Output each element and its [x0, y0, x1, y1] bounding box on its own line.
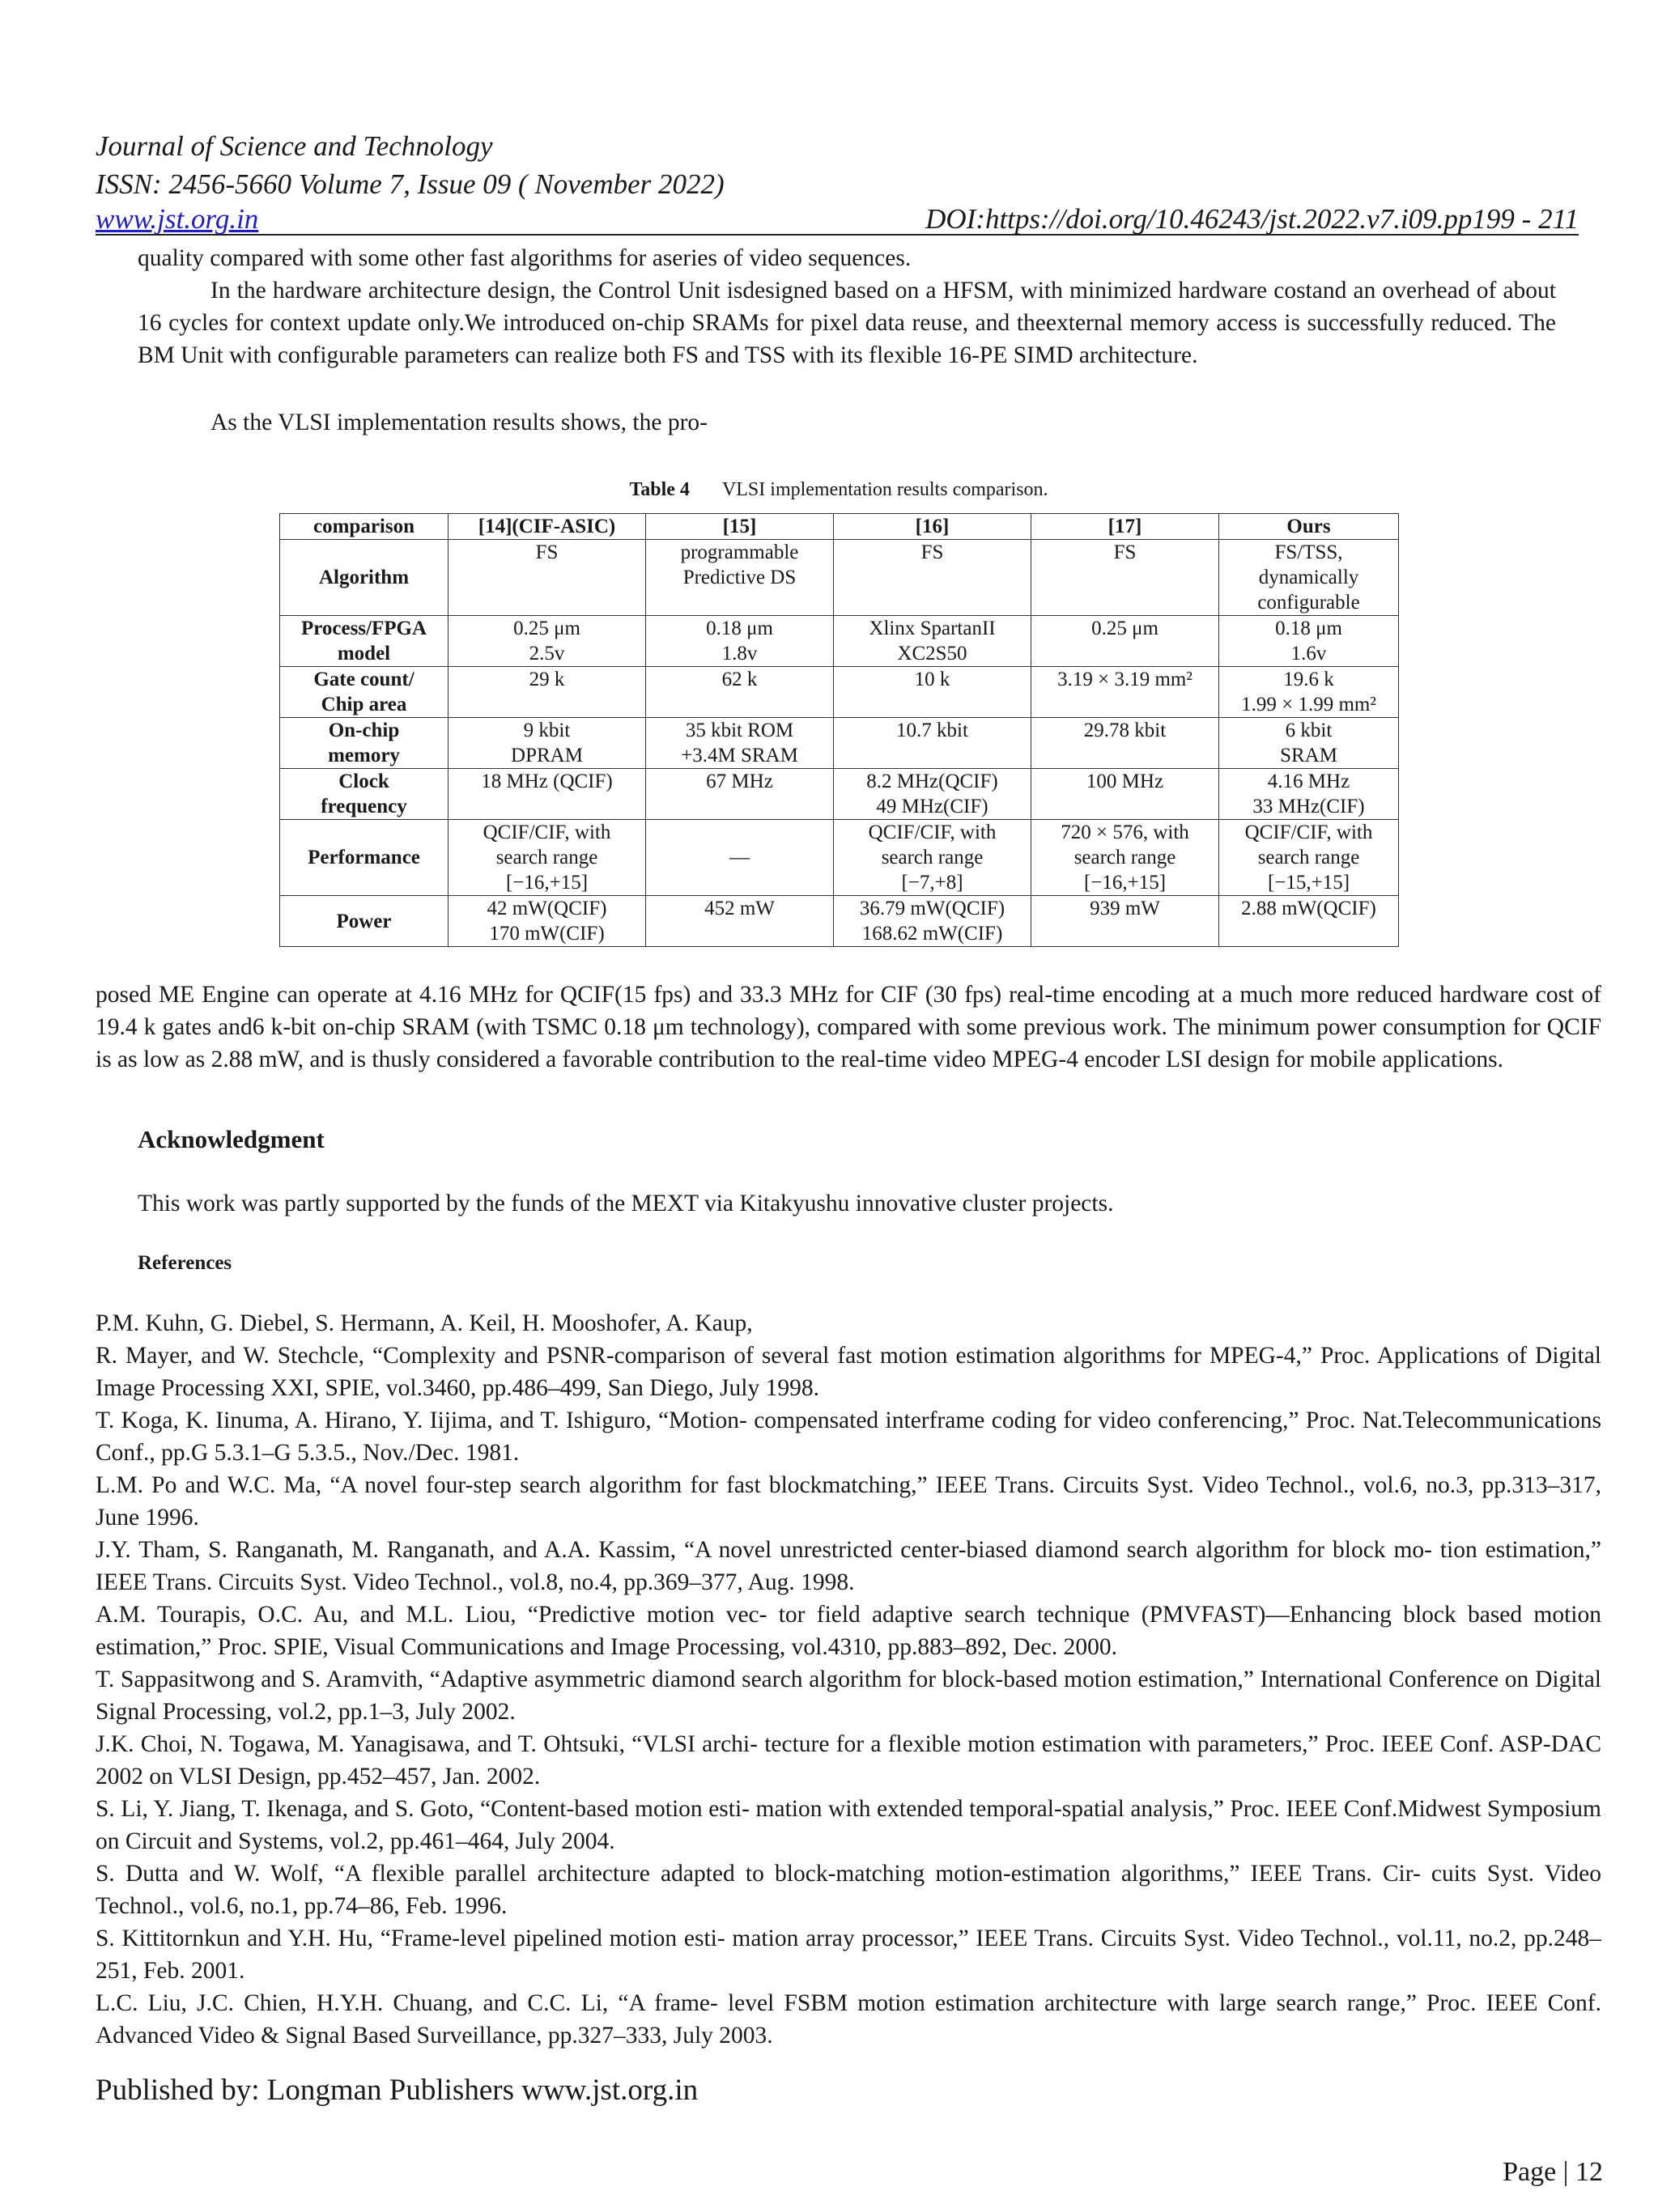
- table-cell: 35 kbit ROM +3.4M SRAM: [646, 718, 834, 769]
- table-header-row: [280, 514, 1399, 540]
- table-cell: 0.18 μm 1.6v: [1219, 616, 1399, 667]
- table-cell: 19.6 k 1.99 × 1.99 mm²: [1219, 667, 1399, 718]
- table-cell: programmable Predictive DS: [646, 540, 834, 616]
- table-cell: 6 kbit SRAM: [1219, 718, 1399, 769]
- table-cell: 720 × 576, with search range [−16,+15]: [1031, 820, 1219, 896]
- table-header-cell: [16]: [834, 514, 1031, 540]
- row-label-cell: Performance: [280, 820, 449, 896]
- table-cell: 29 k: [449, 667, 646, 718]
- table-row: [280, 896, 1399, 947]
- table-header-cell: [17]: [1031, 514, 1219, 540]
- row-label-cell: Algorithm: [280, 540, 449, 616]
- reference-list: [96, 1307, 1601, 2052]
- table-cell: 3.19 × 3.19 mm²: [1031, 667, 1219, 718]
- table-cell: 100 MHz: [1031, 769, 1219, 820]
- table-cell: 8.2 MHz(QCIF) 49 MHz(CIF): [834, 769, 1031, 820]
- reference-item: L.M. Po and W.C. Ma, “A novel four-step search algorithm for fast blockmatching,” IEEE Trans. Circuits Syst. Video Technol., vol.6, no.3, pp.313–317, June 1996.: [96, 1472, 1601, 1531]
- table-cell: 10 k: [834, 667, 1031, 718]
- comparison-table: [279, 513, 1399, 947]
- paragraph-quality: quality compared with some other fast algorithms for aseries of video sequences.: [138, 245, 912, 271]
- table-header-cell: [15]: [646, 514, 834, 540]
- reference-item: J.K. Choi, N. Togawa, M. Yanagisawa, and T. Ohtsuki, “VLSI archi- tecture for a flexible motion estimation with parameters,” Proc. IEEE Conf. ASP-DAC 2002 on VLSI Design, pp.452–457, Jan. 2002.: [96, 1731, 1601, 1790]
- table-cell: 18 MHz (QCIF): [449, 769, 646, 820]
- paragraph-vlsi: As the VLSI implementation results shows, the pro-: [210, 410, 708, 435]
- table-header-cell: Ours: [1219, 514, 1399, 540]
- table-cell: 42 mW(QCIF) 170 mW(CIF): [449, 896, 646, 947]
- reference-item: A.M. Tourapis, O.C. Au, and M.L. Liou, “Predictive motion vec- tor field adaptive search technique (PMVFAST)—Enhancing block based motion estimation,” Proc. SPIE, Visual Communications and Image Processing, vol.4310, pp.883–892, Dec. 2000.: [96, 1602, 1601, 1660]
- reference-item: T. Koga, K. Iinuma, A. Hirano, Y. Iijima, and T. Ishiguro, “Motion- compensated interframe coding for video conferencing,” Proc. Nat.Telecommunications Conf., pp.G 5.3.1–G 5.3.5., Nov./Dec. 1981.: [96, 1407, 1601, 1466]
- reference-item: R. Mayer, and W. Stechcle, “Complexity and PSNR-comparison of several fast motion estimation algorithms for MPEG-4,” Proc. Applications of Digital Image Processing XXI, SPIE, vol.3460, pp.486–499, San Diego, July 1998.: [96, 1343, 1601, 1401]
- paragraph-hardware: In the hardware architecture design, the Control Unit isdesigned based on a HFSM, with minimized hardware costand an overhead of about 16 cycles for context update only.We introduced on-chip SRAMs for pixel data reuse, and theexternal memory access is successfully reduced. The BM Unit with configurable parameters can realize both FS and TSS with its flexible 16-PE SIMD architecture.: [138, 278, 1556, 368]
- acknowledgment-heading: Acknowledgment: [138, 1125, 325, 1153]
- table-cell: 939 mW: [1031, 896, 1219, 947]
- header-rule: [96, 234, 1579, 236]
- row-label-cell: Gate count/ Chip area: [280, 667, 449, 718]
- table-header-cell: comparison: [280, 514, 449, 540]
- reference-item: L.C. Liu, J.C. Chien, H.Y.H. Chuang, and C.C. Li, “A frame- level FSBM motion estimation architecture with large search range,” Proc. IEEE Conf. Advanced Video & Signal Based Surveillance, pp.327–333, July 2003.: [96, 1990, 1601, 2049]
- reference-item: S. Li, Y. Jiang, T. Ikenaga, and S. Goto, “Content-based motion esti- mation with extended temporal-spatial analysis,” Proc. IEEE Conf.Midwest Symposium on Circuit and Systems, vol.2, pp.461–464, July 2004.: [96, 1796, 1601, 1854]
- table-row: [280, 616, 1399, 667]
- table-cell: 0.25 μm 2.5v: [449, 616, 646, 667]
- table-cell: 9 kbit DPRAM: [449, 718, 646, 769]
- table-row: [280, 820, 1399, 896]
- journal-site-link[interactable]: www.jst.org.in: [96, 203, 259, 235]
- table-title: VLSI implementation results comparison.: [721, 479, 1048, 500]
- references-heading: References: [138, 1252, 232, 1274]
- table-cell: FS: [449, 540, 646, 616]
- paragraph-proposed: posed ME Engine can operate at 4.16 MHz for QCIF(15 fps) and 33.3 MHz for CIF (30 fps) real-time encoding at a much more reduced hardware cost of 19.4 k gates and6 k-bit on-chip SRAM (with TSMC 0.18 μm technology), compared with some previous work. The minimum power consumption for QCIF is as low as 2.88 mW, and is thusly considered a favorable contribution to the real-time video MPEG-4 encoder LSI design for mobile applications.: [96, 982, 1601, 1072]
- journal-doi: DOI:https://doi.org/10.46243/jst.2022.v7.i09.pp199 - 211: [925, 203, 1579, 235]
- table-cell: QCIF/CIF, with search range [−16,+15]: [449, 820, 646, 896]
- table-cell: 36.79 mW(QCIF) 168.62 mW(CIF): [834, 896, 1031, 947]
- reference-item: J.Y. Tham, S. Ranganath, M. Ranganath, and A.A. Kassim, “A novel unrestricted center-biased diamond search algorithm for block mo- tion estimation,” IEEE Trans. Circuits Syst. Video Technol., vol.8, no.4, pp.369–377, Aug. 1998.: [96, 1537, 1601, 1595]
- row-label-cell: Process/FPGA model: [280, 616, 449, 667]
- table-cell: 452 mW: [646, 896, 834, 947]
- table-cell: 10.7 kbit: [834, 718, 1031, 769]
- table-cell: 2.88 mW(QCIF): [1219, 896, 1399, 947]
- row-label-cell: Clock frequency: [280, 769, 449, 820]
- table-cell: QCIF/CIF, with search range [−15,+15]: [1219, 820, 1399, 896]
- table-cell: 0.18 μm 1.8v: [646, 616, 834, 667]
- table-header-cell: [14](CIF-ASIC): [449, 514, 646, 540]
- table-cell: 67 MHz: [646, 769, 834, 820]
- journal-title: Journal of Science and Technology: [96, 130, 493, 162]
- table-caption: [280, 478, 1397, 502]
- table-row: [280, 769, 1399, 820]
- table-cell: FS: [1031, 540, 1219, 616]
- table-cell: QCIF/CIF, with search range [−7,+8]: [834, 820, 1031, 896]
- acknowledgment-text: This work was partly supported by the funds of the MEXT via Kitakyushu innovative cluster projects.: [138, 1191, 1114, 1216]
- reference-item: T. Sappasitwong and S. Aramvith, “Adaptive asymmetric diamond search algorithm for block-based motion estimation,” International Conference on Digital Signal Processing, vol.2, pp.1–3, July 2002.: [96, 1666, 1601, 1725]
- journal-issn: ISSN: 2456-5660 Volume 7, Issue 09 ( November 2022): [96, 168, 725, 200]
- reference-item: S. Dutta and W. Wolf, “A flexible parallel architecture adapted to block-matching motion-estimation algorithms,” IEEE Trans. Cir- cuits Syst. Video Technol., vol.6, no.1, pp.74–86, Feb. 1996.: [96, 1861, 1601, 1919]
- page-number: Page | 12: [1503, 2157, 1603, 2187]
- publisher-footer: Published by: Longman Publishers www.jst.org.in: [96, 2074, 699, 2107]
- table-cell: 4.16 MHz 33 MHz(CIF): [1219, 769, 1399, 820]
- table-row: [280, 718, 1399, 769]
- reference-item: S. Kittitornkun and Y.H. Hu, “Frame-level pipelined motion esti- mation array processor,” IEEE Trans. Circuits Syst. Video Technol., vol.11, no.2, pp.248–251, Feb. 2001.: [96, 1925, 1601, 1984]
- table-row: [280, 540, 1399, 616]
- table-row: [280, 667, 1399, 718]
- table-cell: FS: [834, 540, 1031, 616]
- table-cell: 0.25 μm: [1031, 616, 1219, 667]
- reference-item: P.M. Kuhn, G. Diebel, S. Hermann, A. Keil, H. Mooshofer, A. Kaup,: [96, 1310, 753, 1336]
- table-cell: Xlinx SpartanII XC2S50: [834, 616, 1031, 667]
- row-label-cell: On-chip memory: [280, 718, 449, 769]
- table-cell: FS/TSS, dynamically configurable: [1219, 540, 1399, 616]
- table-label: Table 4: [629, 479, 690, 500]
- table-cell: 29.78 kbit: [1031, 718, 1219, 769]
- table-cell: —: [646, 820, 834, 896]
- row-label-cell: Power: [280, 896, 449, 947]
- table-cell: 62 k: [646, 667, 834, 718]
